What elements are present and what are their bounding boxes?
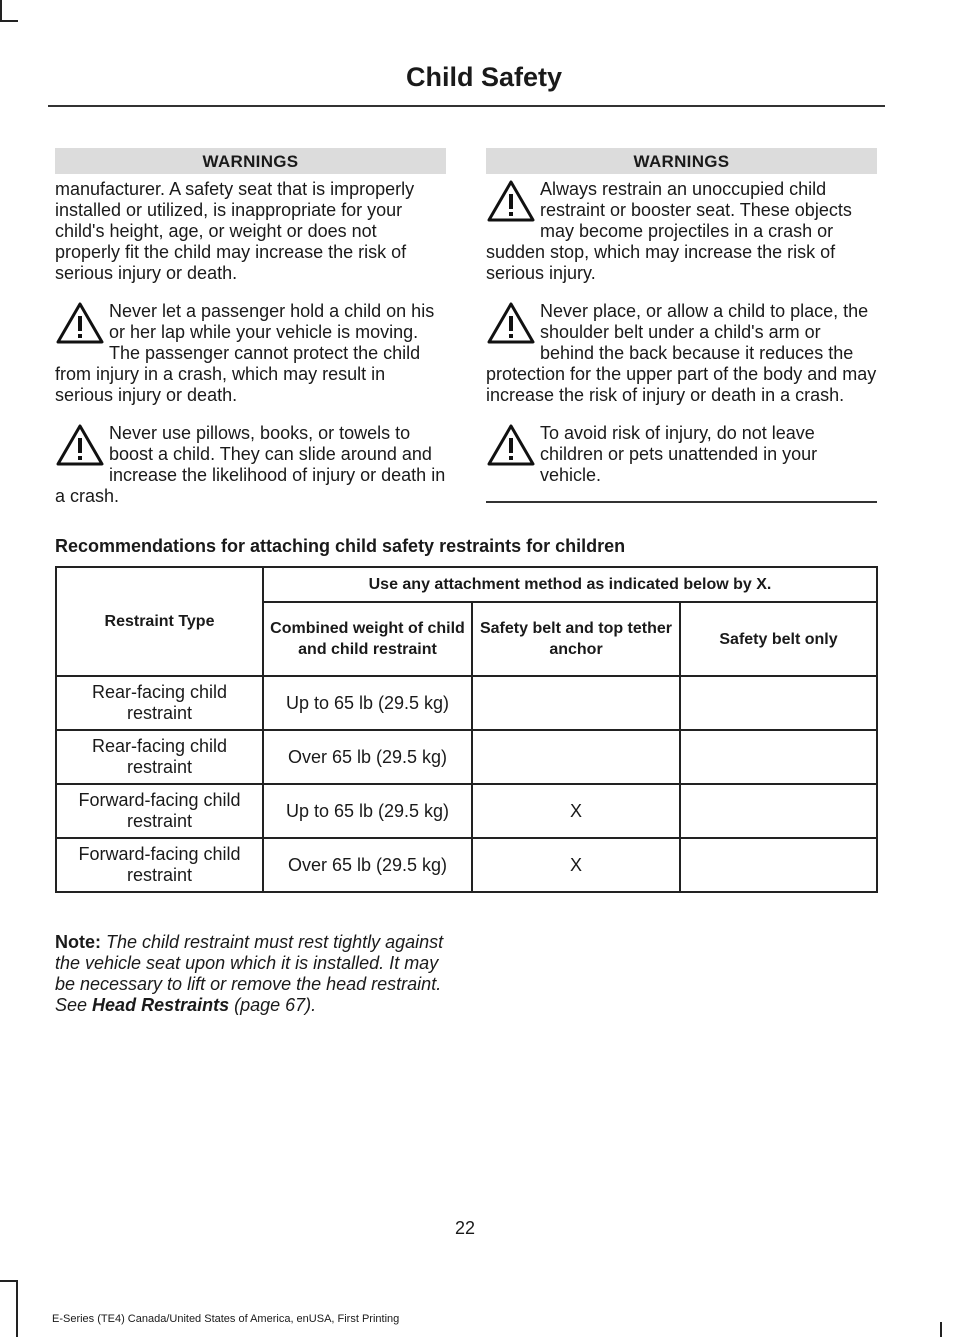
warning-item	[486, 423, 877, 486]
restraint-table	[55, 566, 878, 893]
page-number: 22	[454, 1218, 476, 1238]
table-header-cell: Safety belt only	[680, 602, 877, 676]
header-rule	[48, 105, 885, 107]
right-warnings-column	[486, 148, 877, 503]
warning-triangle-icon	[55, 423, 105, 467]
table-cell: Up to 65 lb (29.5 kg)	[263, 784, 472, 838]
warning-triangle-icon	[486, 179, 536, 223]
crop-mark	[0, 20, 18, 22]
warning-text: To avoid risk of injury, do not leave children or pets unattended in your vehicle.	[540, 423, 818, 485]
table-cell: Rear-facing child restraint	[56, 730, 263, 784]
table-cell: Forward-facing child restraint	[56, 784, 263, 838]
table-header-cell: Restraint Type	[56, 567, 263, 676]
left-warnings-column	[55, 148, 446, 507]
head-restraints-link[interactable]: Head Restraints	[92, 995, 230, 1015]
warning-text: Never use pillows, books, or towels to boost a child. They can slide around and increase the likelihood of injury or death in a crash.	[55, 423, 446, 506]
table-cell: X	[472, 784, 680, 838]
footer-text: E-Series (TE4) Canada/United States of America, enUSA, First Printing	[52, 1313, 400, 1325]
table-header-cell: Combined weight of child and child restraint	[263, 602, 472, 676]
warning-item	[55, 301, 446, 406]
table-cell	[472, 676, 680, 730]
table-cell	[680, 784, 877, 838]
table-cell	[680, 676, 877, 730]
table-group-header: Use any attachment method as indicated below by X.	[263, 567, 877, 602]
table-row	[56, 730, 877, 784]
warning-item	[55, 423, 446, 507]
page-reference: (page 67).	[234, 995, 317, 1015]
note-text: The child restraint must rest tightly against the vehicle seat upon which it is installed. It may be necessary to lift or remove the head restraint. See	[55, 932, 444, 1015]
table-cell: Forward-facing child restraint	[56, 838, 263, 892]
warning-triangle-icon	[486, 423, 536, 467]
warning-continuation-text: manufacturer. A safety seat that is improperly installed or utilized, is inappropriate for your child's height, age, or weight or does not properly fit the child may increase the risk of serious injury or death.	[55, 179, 415, 283]
table-cell: Over 65 lb (29.5 kg)	[263, 730, 472, 784]
note-label: Note:	[55, 932, 101, 952]
warnings-bottom-rule	[486, 501, 877, 503]
table-header-row	[56, 567, 877, 602]
table-cell: Rear-facing child restraint	[56, 676, 263, 730]
crop-mark	[16, 1280, 18, 1337]
table-cell	[680, 838, 877, 892]
crop-mark	[0, 0, 2, 20]
page-header-title: Child Safety	[405, 62, 562, 92]
table-row	[56, 838, 877, 892]
table-header-cell: Safety belt and top tether anchor	[472, 602, 680, 676]
table-cell: X	[472, 838, 680, 892]
table-cell	[680, 730, 877, 784]
warning-text: Never place, or allow a child to place, the shoulder belt under a child's arm or behind the back because it reduces the protection for the upper part of the body and may increase the risk of injury or death in a crash.	[486, 301, 877, 405]
warning-triangle-icon	[486, 301, 536, 345]
warning-item	[486, 179, 877, 284]
warning-item	[486, 301, 877, 406]
table-cell	[472, 730, 680, 784]
warnings-heading: WARNINGS	[55, 148, 446, 174]
table-cell: Over 65 lb (29.5 kg)	[263, 838, 472, 892]
note-paragraph	[55, 932, 445, 1016]
table-row	[56, 676, 877, 730]
warning-text: Always restrain an unoccupied child restraint or booster seat. These objects may become projectiles in a crash or sudden stop, which may increase the risk of serious injury.	[486, 179, 852, 283]
warning-triangle-icon	[55, 301, 105, 345]
crop-mark	[940, 1322, 942, 1337]
warnings-heading: WARNINGS	[486, 148, 877, 174]
warning-text: Never let a passenger hold a child on his or her lap while your vehicle is moving. The passenger cannot protect the child from injury in a crash, which may result in serious injury or death.	[55, 301, 435, 405]
table-row	[56, 784, 877, 838]
table-cell: Up to 65 lb (29.5 kg)	[263, 676, 472, 730]
section-title: Recommendations for attaching child safety restraints for children	[55, 536, 626, 556]
